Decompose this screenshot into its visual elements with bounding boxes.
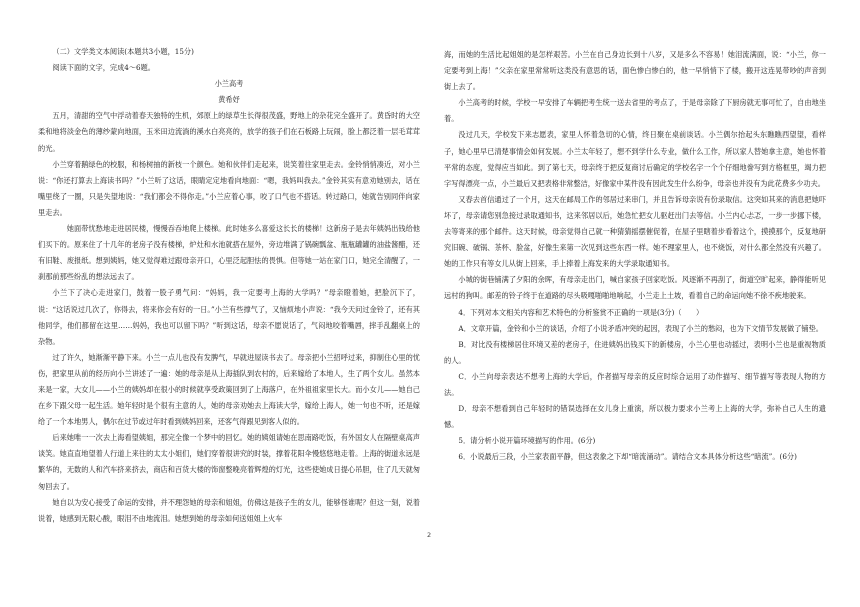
paragraph: 海，而她的生活比起姐姐的是怎样艰苦。小兰在自己身边长到十八岁，又是多么不容易！她泪流满面，说：“小兰，你一定要考到上海！”父亲在家里常常听这类没有意思的话，面色惨白惨白的，他一早悄悄下了楼，搬开这连晃带吵的声音到街上去了。 (444, 50, 826, 92)
paragraph: 五月，清甜的空气中浮动着春天独特的生机，郊原上的绿草生长得很茂盛，野地上的杂花完全盛开了。黄昏时的大空柔和地将淡金色的薄纱蒙向地面，玉米田边流淌的溪水白亮亮的，放学的孩子们在石板路上玩闹，脸上都泛着一层毛茸茸的光。 (38, 111, 420, 153)
question-6: 6．小说最后三段，小兰家表面平静，但这表象之下却“暗流涌动”。请结合文本具体分析这些“暗流”。(6分) (458, 452, 797, 462)
paragraph: 小兰穿着鹅绿色的校服，和杨树抽的新枝一个颜色。她和伙伴们走起来，说笑着往家里走去。金铃悄悄凑近，对小兰说：“你还打算去上海读书吗？”小兰听了这话，眼睛定定地看向地面：“嗯，我妈叫我去。”金铃其实有意劝她别去，话在嘴里绕了一圈，只是失望地说：“我们都会不得你走。”小兰应着心事，咬了口气也不搭话。转过路口，她就告别同伴向家里走去。 (38, 159, 420, 217)
question-4-option-a: A．文章开篇，金铃和小兰的谈话，介绍了小说矛盾冲突的起因，表现了小兰的愁闷，也为下文情节发展做了铺垫。 (458, 323, 823, 333)
question-4-option-d: D．母亲不想看到自己年轻时的错误选择在女儿身上重演，所以极力要求小兰考上上海的大学，弥补自己人生的遗憾。 (444, 404, 826, 430)
question-4: 4．下列对本文相关内容和艺术特色的分析鉴赏不正确的一项是(3分)（ ） (458, 307, 704, 317)
section-heading: （二）文学类文本阅读(本题共3小题，15分) (52, 47, 194, 56)
paragraph: 小兰下了决心走进家门，鼓着一股子勇气问：“妈妈，我一定要考上海的大学吗？”母亲瞪着她，把脸沉下了，说：“这话说过几次了，你得去，将来你会有好的一日。”小兰有些撑气了，又恼烦地小声说：“我今天问过金铃了，还有其他同学，他们都留在这里……妈妈，我也可以留下吗？”听到这话，母亲不愿说话了，气闷地咬着嘴唇，摔手乱翻桌上的杂物。 (38, 288, 420, 346)
story-author: 黄希妤 (218, 95, 240, 105)
paragraph: 过了许久，她渐渐平静下来。小兰一点儿也没有发脾气，早就进屋读书去了。母亲把小兰招呼过来，抑制住心里的忧伤，把家里从前的经历向小兰讲述了一遍：她的母亲是从上海插队到农村的，后来嫁给了本地人，生了两个女儿。虽然本来是一家，大女儿——小兰的姨妈却在很小的时候就享受政策回到了上海落户，在外祖祖家里长大。而小女儿——她自己在乡下跟父母一起生活。她年轻时是个很有主意的人，她的母亲劝她去上海读大学，嫁给上海人，她一句也不听，还是嫁给了一个本地男人，偶尔在过节或过年时看到姨妈回来，还客气得跟见到客人似的。 (38, 352, 420, 427)
paragraph: 她面带忧愁地走进居民楼，慢慢吞吞地爬上楼梯。此时她多么喜爱这长长的楼梯！这新房子是去年姨妈出钱给他们买下的。原来住了十几年的老房子没有楼梯，炉灶和水池就搭在屋外，旁边堆满了锅碗瓢盆、瓶瓶罐罐的油盐酱醋，还有旧鞋、废报纸。想到姨妈，她又觉得难过跟母亲开口，心里泛起胆怯的畏惧。但等她一站在家门口，她完全清醒了，一刹那前那些纷乱的想法远去了。 (38, 224, 420, 282)
question-4-option-c: C．小兰向母亲表达不想考上海的大学后，作者描写母亲的反应时综合运用了动作描写、细节描写等表现人物的方法。 (444, 371, 826, 397)
paragraph: 没过几天，学校发下来志愿表，家里人怀着急切的心情，终日聚在桌前谈话。小兰偶尔抬起头东瞧瞧西望望，看样子，她心里早已清楚事情会如何发展。小兰太年轻了，想不到学什么专业，做什么工作，所以家人替她拿主意，她也怀着平常的态度，觉得应当如此。到了第七天，母亲终于把反复商讨后确定的学校名字一个个仔细地誊写到方格框里，竭力把字写得漂亮一点，小兰最后又把表格非常整洁，好像家中某件没有因此发生什么纷争，母亲也并没有为此花费多少功夫。 (444, 130, 826, 188)
paragraph: 又春去首信通过了一个月，这天在邮局工作的邻居过来串门，并且告诉母亲说有份录取信。这突如其来的消息把她吓坏了，母亲请您别急接过录取通知书，这来邻居以后，她急忙把女儿驱赶出门去等信。小兰内心忐忑，一步一步挪下楼，去等寄来的那个邮件。这天时候，母亲觉得自己就一种猜猜摇摆催促着，在屋子里瞎着步看着这个，摸摸那个，反复地研究旧碗、破锅、茶杯、脸盆，好像生来第一次见到这些东西一样。她不理家里人，也不烧饭，对什么都全然没有兴趣了。她的工作只有等女儿从街上回来，手上捧着上海发来的大学录取通知书。 (444, 194, 826, 269)
question-4-option-b: B．对比没有楼梯居住环境又差的老房子，住进姨妈出钱买下的新楼房，小兰心里也动摇过，表明小兰也是重视物质的人。 (444, 339, 826, 365)
question-5: 5．请分析小说开篇环境描写的作用。(6分) (458, 436, 596, 446)
paragraph: 她自以为安心接受了命运的安排，并不理怨她的母亲和姐姐，仿佛这是孩子生的女儿，能够怪谁呢？但这一刻，说着说着，她感到无限心酸，眼泪不由地流泪。她想到她的母亲如何送姐姐上火车 (38, 497, 420, 523)
right-column (444, 47, 826, 465)
section-instruction: 阅读下面的文字，完成4～6题。 (52, 63, 155, 73)
page-number: 2 (427, 531, 432, 539)
paragraph: 小城的街巷铺满了夕阳的余晖，有母亲走出门，喊自家孩子回家吃饭。风逐渐不再刮了，街道空旷起来，静得能听见远村的狗叫。邮差的铃子终于在道路的尽头吸嘎啪啪地响起，小兰走上土坡，看着自己的命运向她不徐不疾地驶来。 (444, 275, 826, 301)
paragraph: 后来她唯一一次去上海看望姨姐，那完全像一个梦中的回忆。她的姨姐请她在思南路吃饭，有外国女人在隔壁桌高声谈笑。她直直地望着人行道上来往的太太小姐们，她们穿着很讲究的时装，撑着花阳伞慢悠悠地走着。上海的街道永远是繁华的，无数的人和汽车挤来挤去，商店和百货大楼的饰窗整晚亮着辉煌的灯光，这些使她成日提心吊胆，住了几天就匆匆回去了。 (38, 433, 420, 491)
paragraph: 小兰高考的时候，学校一早安排了车辆把考生统一送去省里的考点了，于是母亲除了下厨房就无事可忙了，自由地坐着。 (444, 98, 826, 124)
story-title: 小兰高考 (214, 79, 244, 89)
left-column (38, 44, 420, 527)
